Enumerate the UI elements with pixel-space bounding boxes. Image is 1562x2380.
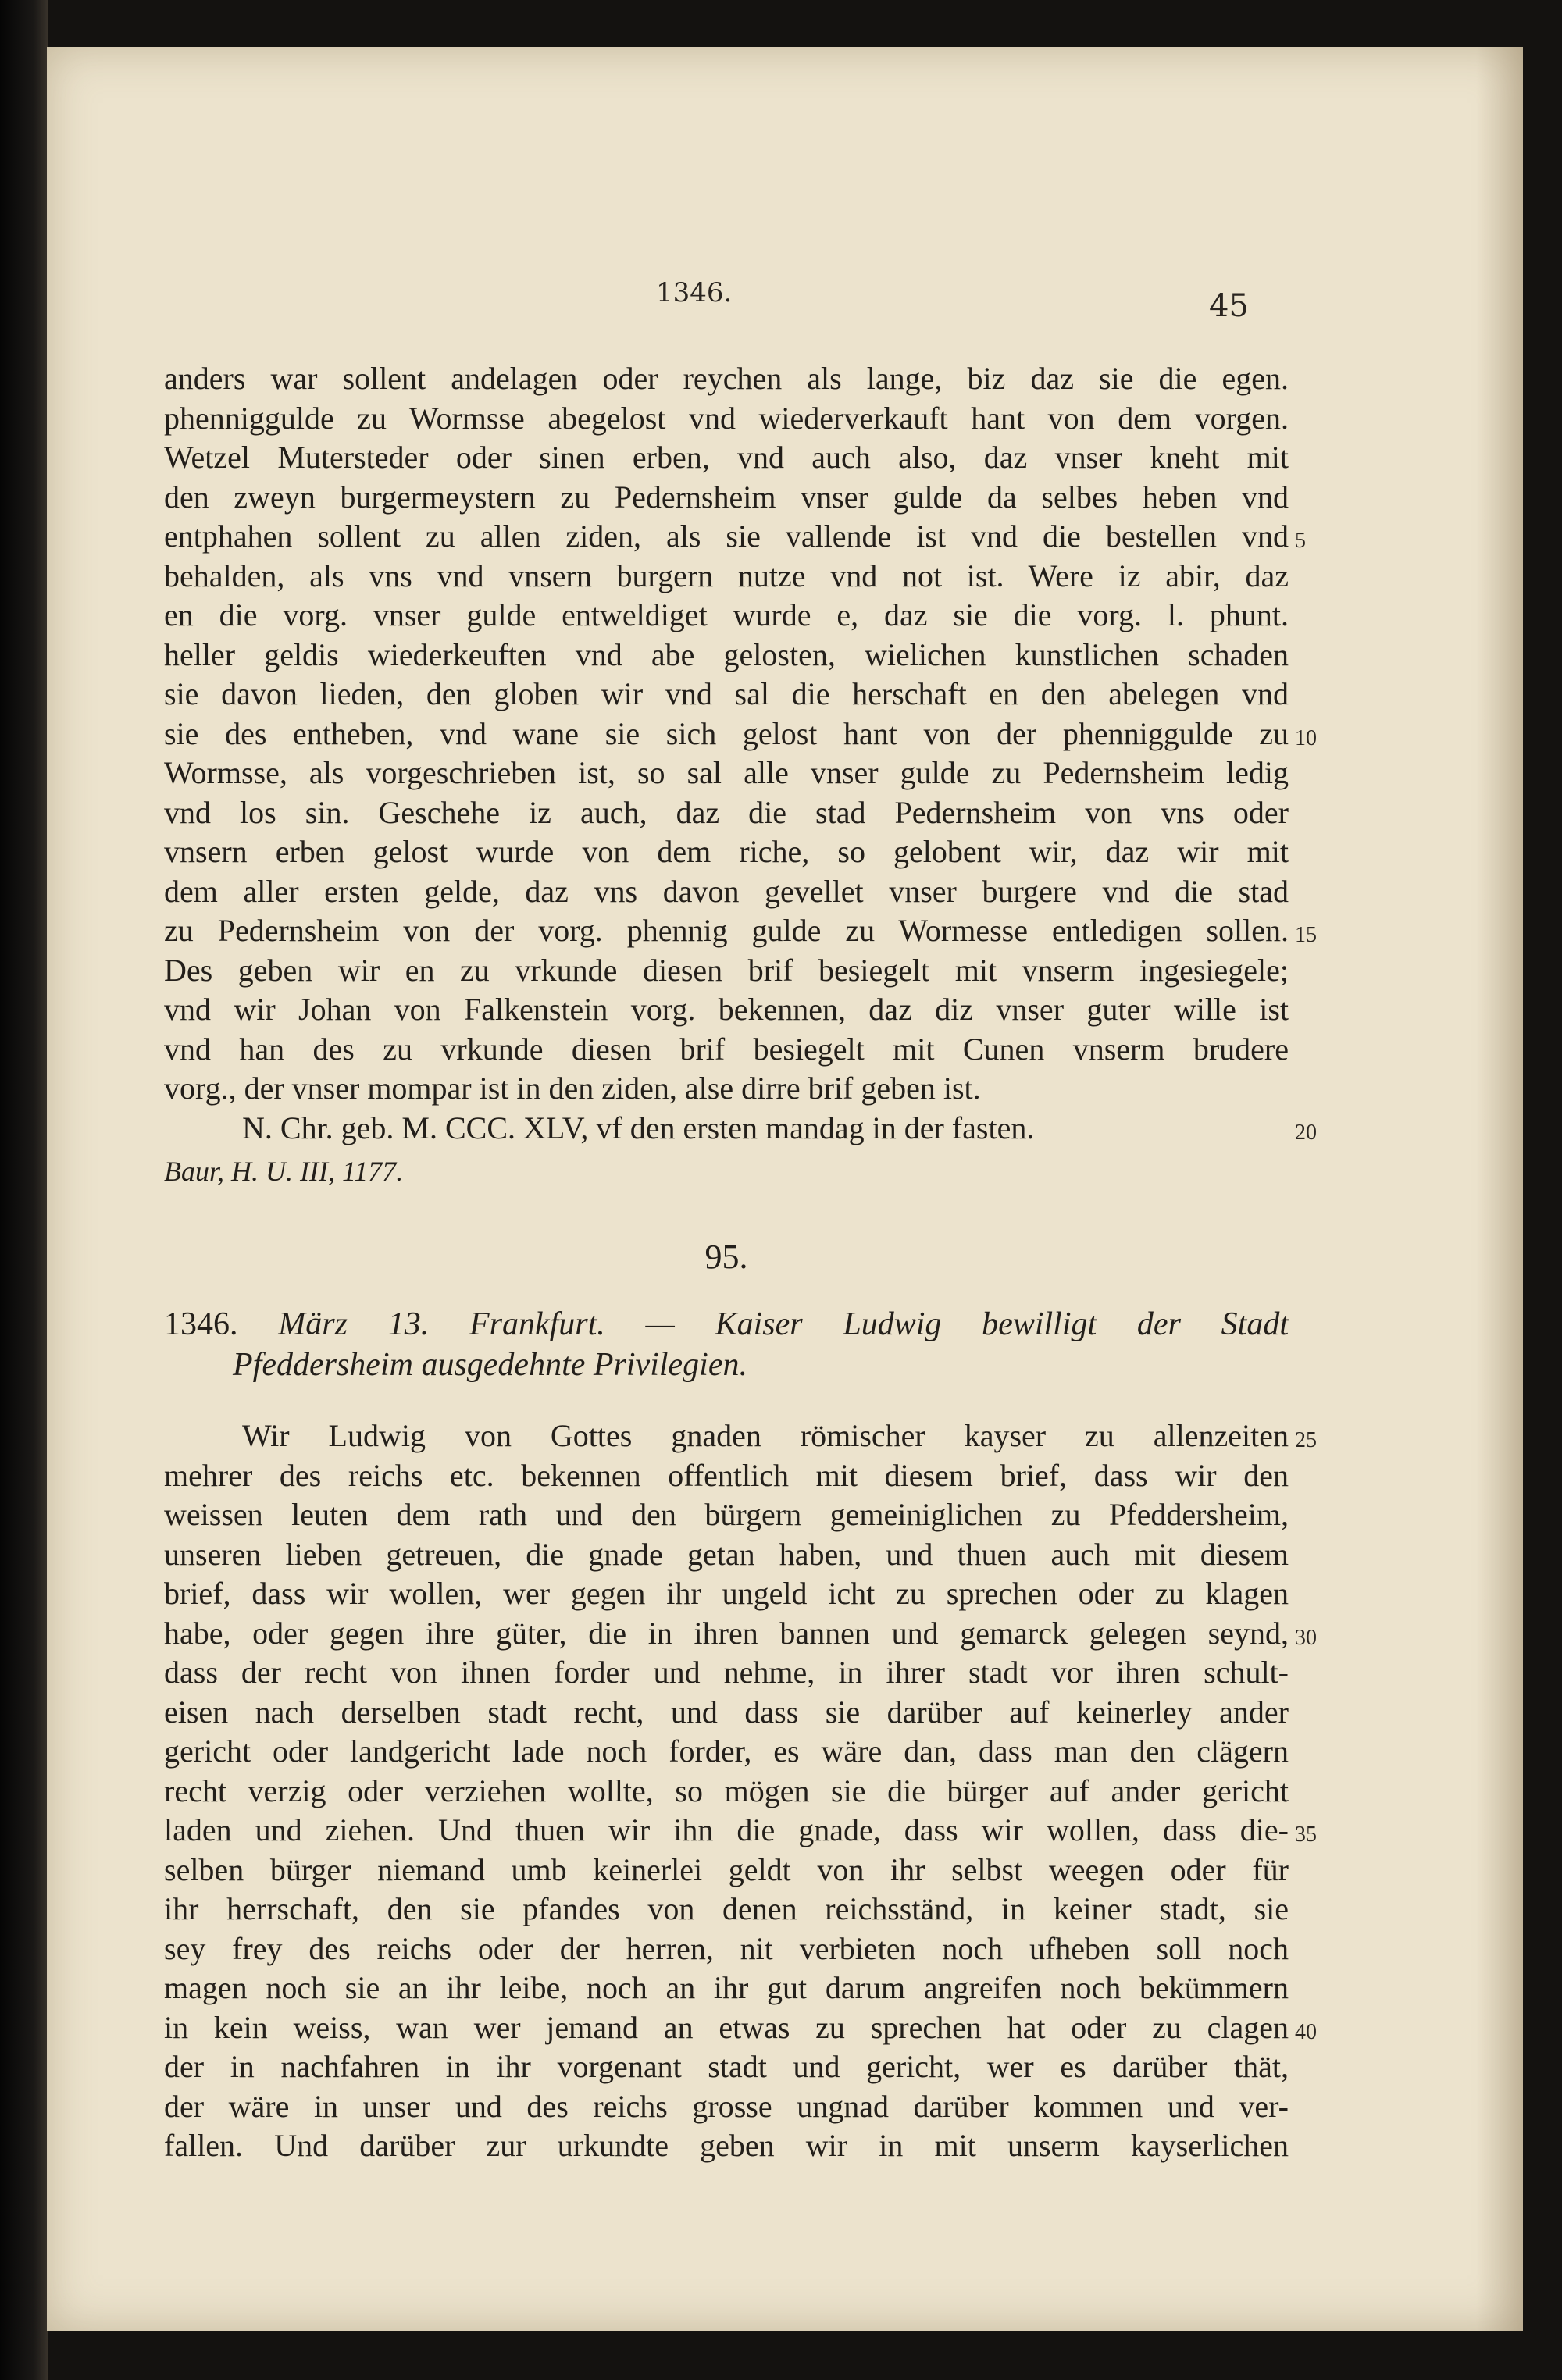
text-line (164, 1653, 1289, 1693)
book-page (47, 47, 1523, 2331)
text-line-content: sey frey des reichs oder der herren, nit verbieten noch ufheben soll noch (164, 1930, 1289, 1966)
text-line (164, 1890, 1289, 1929)
text-line (164, 951, 1289, 991)
text-line-content: habe, oder gegen ihre güter, die in ihren bannen und gemarck gelegen seynd, (164, 1615, 1289, 1651)
text-line-content: dem aller ersten gelde, daz vns davon gevellet vnser burgere vnd die stad (164, 873, 1289, 909)
text-line (164, 714, 1317, 754)
text-line (164, 872, 1289, 912)
text-line (164, 1693, 1289, 1733)
line-number: 15 (1295, 923, 1317, 947)
line-number: 30 (1295, 1625, 1317, 1650)
line-number: 20 (1295, 1120, 1317, 1145)
text-block (164, 359, 1317, 2166)
text-line (164, 1968, 1289, 2008)
text-line (164, 438, 1289, 478)
text-line (164, 754, 1289, 793)
text-line-content: eisen nach derselben stadt recht, und dass sie darüber auf keinerley ander (164, 1694, 1289, 1730)
text-line (164, 359, 1289, 399)
line-number: 40 (1295, 2019, 1317, 2044)
text-line-content: entphahen sollent zu allen ziden, als sie vallende ist vnd die bestellen vnd (164, 518, 1289, 554)
text-line-content: N. Chr. geb. M. CCC. XLV, vf den ersten mandag in der fasten. (242, 1110, 1035, 1145)
text-line (164, 2008, 1317, 2048)
text-line-content: der in nachfahren in ihr vorgenant stadt und gericht, wer es darüber thät, (164, 2049, 1289, 2084)
heading-summary-continued: Pfeddersheim ausgedehnte Privilegien. (233, 1347, 747, 1383)
line-number: 5 (1295, 529, 1306, 553)
text-line (164, 1929, 1289, 1969)
text-line-content: heller geldis wiederkeuften vnd abe gelosten, wielichen kunstlichen schaden (164, 636, 1289, 672)
text-line (164, 2047, 1289, 2087)
text-line (164, 1811, 1317, 1851)
text-line (164, 1732, 1289, 1772)
document-heading-line-1 (164, 1304, 1289, 1345)
line-number: 25 (1295, 1428, 1317, 1452)
text-line (164, 399, 1289, 439)
text-line (164, 1416, 1317, 1456)
text-line-content: en die vorg. vnser gulde entweldiget wurde e, daz sie die vorg. l. phunt. (164, 597, 1289, 632)
text-line (164, 478, 1289, 518)
text-line-content: laden und ziehen. Und thuen wir ihn die gnade, dass wir wollen, dass die- (164, 1812, 1289, 1847)
document-heading-line-2 (164, 1345, 1289, 1385)
text-line (164, 1456, 1289, 1496)
text-line-content: fallen. Und darüber zur urkundte geben wir in mit unserm kayserlichen (164, 2128, 1289, 2163)
text-line-content: vorg., der vnser mompar ist in den ziden, alse dirre brif geben ist. (164, 1071, 981, 1106)
text-line (164, 1030, 1289, 1070)
text-line-content: vnsern erben gelost wurde von dem riche, so gelobent wir, daz wir mit (164, 834, 1289, 869)
text-line (164, 1772, 1289, 1812)
text-line (164, 557, 1289, 597)
text-line (164, 990, 1289, 1030)
text-line-content: recht verzig oder verziehen wollte, so mögen sie die bürger auf ander gericht (164, 1773, 1289, 1808)
text-line (164, 2087, 1289, 2127)
source-citation: Baur, H. U. III, 1177. (164, 1156, 404, 1187)
page-number: 45 (1209, 288, 1249, 324)
text-line (164, 832, 1289, 872)
text-line-content: ihr herrschaft, den sie pfandes von denen reichsständ, in keiner stadt, sie (164, 1891, 1289, 1926)
text-line-content: vnd los sin. Geschehe iz auch, daz die stad Pedernsheim von vns oder (164, 794, 1289, 830)
text-line-content: Des geben wir en zu vrkunde diesen brif besiegelt mit vnserm ingesiegele; (164, 952, 1289, 988)
text-line-content: Wir Ludwig von Gottes gnaden römischer kayser zu allenzeiten (242, 1418, 1289, 1453)
line-number: 35 (1295, 1822, 1317, 1847)
heading-date-place-summary: März 13. Frankfurt. — Kaiser Ludwig bewilligt der Stadt (278, 1306, 1289, 1342)
heading-year: 1346. (164, 1306, 238, 1342)
document-text (164, 1416, 1317, 2166)
book-spine-shadow (0, 0, 48, 2380)
text-line-content: anders war sollent andelagen oder reychen als lange, biz daz sie die egen. (164, 361, 1289, 396)
continued-charter-text (164, 359, 1317, 1148)
text-line-content: magen noch sie an ihr leibe, noch an ihr gut darum angreifen noch bekümmern (164, 1970, 1289, 2005)
text-line-content: Wetzel Mutersteder oder sinen erben, vnd auch also, daz vnser kneht mit (164, 440, 1289, 475)
text-line (164, 1535, 1289, 1575)
text-line-content: weissen leuten dem rath und den bürgern gemeiniglichen zu Pfeddersheim, (164, 1497, 1289, 1532)
text-line (164, 793, 1289, 833)
text-line (164, 1069, 1289, 1109)
text-line-content: vnd han des zu vrkunde diesen brif besiegelt mit Cunen vnserm brudere (164, 1031, 1289, 1067)
text-line-content: sie davon lieden, den globen wir vnd sal die herschaft en den abelegen vnd (164, 676, 1289, 711)
text-line-content: gericht oder landgericht lade noch forder, es wäre dan, dass man den clägern (164, 1733, 1289, 1769)
text-line-content: der wäre in unser und des reichs grosse ungnad darüber kommen und ver- (164, 2088, 1289, 2124)
text-line-content: behalden, als vns vnd vnsern burgern nutze vnd not ist. Were iz abir, daz (164, 558, 1289, 593)
text-line-content: zu Pedernsheim von der vorg. phennig gulde zu Wormesse entledigen sollen. (164, 913, 1289, 948)
text-line-content: mehrer des reichs etc. bekennen offentlich mit diesem brief, dass wir den (164, 1457, 1289, 1493)
text-line (164, 1574, 1289, 1614)
text-line (164, 1495, 1289, 1535)
text-line (164, 517, 1306, 557)
text-line-content: sie des entheben, vnd wane sie sich gelost hant von der phenniggulde zu (164, 715, 1289, 751)
text-line-content: unseren lieben getreuen, die gnade getan haben, und thuen auch mit diesem (164, 1536, 1289, 1572)
page-edge-shading (1476, 47, 1523, 2331)
text-line-content: phenniggulde zu Wormsse abegelost vnd wiederverkauft hant von dem vorgen. (164, 400, 1289, 436)
line-number: 10 (1295, 725, 1317, 750)
text-line-content: vnd wir Johan von Falkenstein vorg. bekennen, daz diz vnser guter wille ist (164, 992, 1289, 1027)
text-line-content: dass der recht von ihnen forder und nehme, in ihrer stadt vor ihren schult- (164, 1655, 1289, 1690)
running-head-year: 1346. (656, 277, 733, 308)
text-line-content: Wormsse, als vorgeschrieben ist, so sal alle vnser gulde zu Pedernsheim ledig (164, 755, 1289, 790)
text-line (164, 1851, 1289, 1890)
text-line (164, 636, 1289, 675)
text-line (164, 911, 1317, 951)
text-line (164, 1109, 1317, 1149)
text-line-content: in kein weiss, wan wer jemand an etwas zu sprechen hat oder zu clagen (164, 2009, 1289, 2045)
text-line-content: selben bürger niemand umb keinerlei geldt von ihr selbst weegen oder für (164, 1851, 1289, 1887)
document-number: 95. (704, 1238, 748, 1276)
text-line (164, 2126, 1289, 2166)
text-line (164, 596, 1289, 636)
text-line-content: den zweyn burgermeystern zu Pedernsheim vnser gulde da selbes heben vnd (164, 479, 1289, 515)
text-line-content: brief, dass wir wollen, wer gegen ihr ungeld icht zu sprechen oder zu klagen (164, 1576, 1289, 1611)
text-line (164, 1614, 1317, 1654)
text-line (164, 675, 1289, 714)
